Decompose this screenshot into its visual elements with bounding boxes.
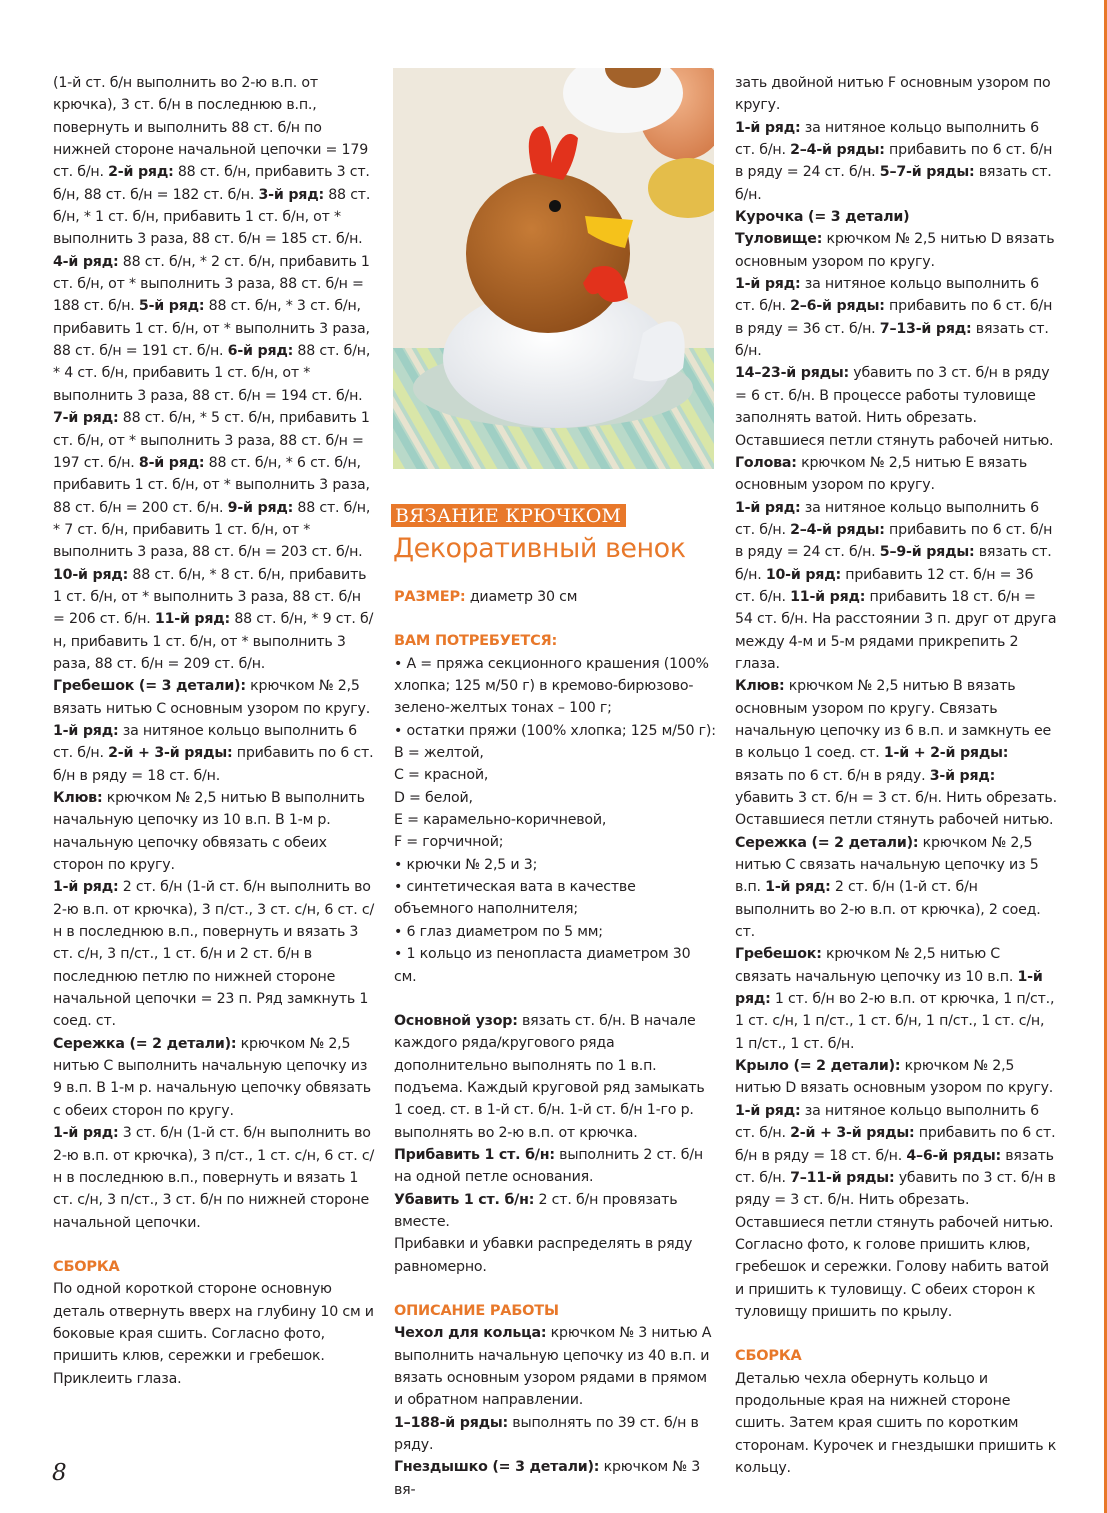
crochet-chicken-image [393,68,714,469]
column-right [735,72,1057,1479]
text: крючком № 2,5 нитью С связать начальную цепочку из 10 в.п. [735,946,1018,985]
text: прибавить по 6 ст. б/н в ряду = 18 ст. б/н. [53,745,374,784]
text: крючком № 2,5 нитью D вязать основным узором по кругу. [735,1058,1054,1097]
row-label: 5–7-й ряды: [879,164,975,181]
row-label: 1-й ряд: [53,1125,119,1142]
part-label: Гнездышко (= 3 детали): [394,1459,600,1476]
row-label: 10-й ряд: [53,566,129,583]
text: 88 ст. б/н, * 6 ст. б/н, прибавить 1 ст. б/н, от * выполнить 3 раза, 88 ст. б/н = 200 ст. б/н. [53,454,370,516]
list-item: B = желтой, [394,745,484,762]
row-label: 7–13-й ряд: [879,320,972,337]
text: за нитяное кольцо выполнить 6 ст. б/н. [53,722,357,762]
text: крючком № 2,5 нитью С выполнить начальную цепочку из 9 в.п. В 1-м р. начальную цепочку обвязать с обеих сторон по кругу. [53,1035,371,1119]
paragraph [53,675,375,787]
text: крючком № 2,5 нитью С связать начальную цепочку из 5 в.п. [735,834,1039,896]
part-label: Курочка (= 3 детали) [735,209,910,226]
row-label: 14–23-й ряды: [735,365,849,382]
row-label: 3-й ряд: [929,767,996,784]
list-item: D = белой, [394,789,473,806]
article-title: Декоративный венок [393,533,686,564]
text: 88 ст. б/н, * 2 ст. б/н, прибавить 1 ст. б/н, от * выполнить 3 раза, 88 ст. б/н = 188 ст. б/н. [53,253,370,315]
paragraph [394,1189,716,1234]
row-label: 4–6-й ряды: [906,1147,1001,1164]
paragraph [394,1412,716,1457]
text: вязать по 6 ст. б/н в ряду. [735,767,930,784]
paragraph [735,362,1057,451]
text: прибавить по 6 ст. б/н в ряду = 24 ст. б/н. [735,142,1053,181]
text: 88 ст. б/н, * 5 ст. б/н, прибавить 1 ст. б/н, от * выполнить 3 раза, 88 ст. б/н = 197 ст. б/н. [53,410,370,471]
text: вязать ст. б/н. [735,164,1052,203]
row-label: 11-й ряд: [154,611,231,628]
term-label: Прибавить 1 ст. б/н: [394,1146,555,1163]
row-label: 7-й ряд: [53,410,119,427]
paragraph [735,452,1057,497]
text: убавить по 3 ст. б/н в ряду = 3 ст. б/н. Нить обрезать. Оставшиеся петли стянуть рабочей нитью. Согласно фото, к голове пришить клюв, гребешок и сережки. Голову набить ватой и пришить к туловищу. С обеих сторон к туловищу пришить по крылу. [735,1169,1056,1320]
list-item: C = красной, [394,767,489,784]
paragraph [394,1144,716,1189]
term-label: Убавить 1 ст. б/н: [394,1191,535,1208]
paragraph [735,675,1057,831]
text: диаметр 30 см [465,589,578,605]
section-label: ВЯЗАНИЕ КРЮЧКОМ [391,504,626,527]
list-item: • остатки пряжи (100% хлопка; 125 м/50 г): [394,722,716,739]
part-label: Голова: [735,454,797,471]
text: крючком № 2,5 нитью В вязать основным узором по кругу. Связать начальную цепочку из 6 в.п. и замкнуть ее в кольцо 1 соед. ст. [735,678,1052,762]
row-label: 2-й ряд: [108,164,174,181]
text: крючком № 2,5 нитью В выполнить начальную цепочку из 10 в.п. В 1-м р. начальную цепочку обвязать с обеих сторон по кругу. [53,790,365,874]
row-label: 2–4-й ряды: [790,142,885,159]
paragraph [53,1033,375,1122]
text: 88 ст. б/н, * 4 ст. б/н, прибавить 1 ст. б/н, от * выполнить 3 раза, 88 ст. б/н = 194 ст. б/н. [53,343,371,404]
text: 88 ст. б/н, * 7 ст. б/н, прибавить 1 ст. б/н, от * выполнить 3 раза, 88 ст. б/н = 203 ст. б/н. [53,499,371,561]
row-label: 7–11-й ряды: [790,1169,895,1186]
row-label: 1-й ряд: [735,276,801,293]
paragraph [53,876,375,1032]
text: убавить 3 ст. б/н = 3 ст. б/н. Нить обрезать. Оставшиеся петли стянуть рабочей нитью. [735,790,1057,829]
text: прибавить 12 ст. б/н = 36 ст. б/н. [735,566,1034,605]
row-label: 6-й ряд: [227,343,294,360]
list-item: F = горчичной; [394,834,504,851]
paragraph [394,1010,716,1144]
row-label: 4-й ряд: [53,253,119,270]
part-label: Чехол для кольца: [394,1325,547,1342]
row-label: 1-й ряд: [53,879,119,896]
row-label: 1-й ряд: [735,1102,801,1119]
row-label: 1-й ряд: [735,499,801,516]
paragraph [394,1322,716,1411]
text: за нитяное кольцо выполнить 6 ст. б/н. [735,1102,1039,1142]
text: убавить по 3 ст. б/н в ряду = 6 ст. б/н. В процессе работы туловище заполнять ватой. Нить обрезать. Оставшиеся петли стянуть рабочей нитью. [735,365,1054,449]
text: 1 ст. б/н во 2-ю в.п. от крючка, 1 п/ст., 1 ст. с/н, 1 п/ст., 1 ст. б/н, 1 п/ст., 1 ст. с/н, 1 п/ст., 1 ст. б/н. [735,991,1055,1052]
text: вязать ст. б/н. [735,544,1052,583]
text: вязать ст. б/н. [735,320,1049,360]
paragraph [735,206,1057,228]
part-label: Сережка (= 2 детали): [53,1035,237,1052]
row-label: 1-й ряд: [735,968,1043,1008]
list-item: • синтетическая вата в качестве объемного наполнителя; [394,879,636,918]
text: вязать ст. б/н. В начале каждого ряда/кругового ряда дополнительно выполнять по 1 в.п. подъема. Каждый круговой ряд замыкать 1 соед. ст. в 1-й ст. б/н. 1-й ст. б/н 1-го р. выполнять во 2-ю в.п. от крючка. [394,1012,705,1141]
text: за нитяное кольцо выполнить 6 ст. б/н. [735,119,1039,159]
text: (1-й ст. б/н выполнить во 2-ю в.п. от крючка), 3 ст. б/н в последнюю в.п., повернуть и выполнить 88 ст. б/н по нижней стороне начальной цепочки = 179 ст. б/н. [53,75,369,181]
list-item: E = карамельно-коричневой, [394,812,607,829]
text: 2 ст. б/н провязать вместе. [394,1191,678,1230]
row-label: 10-й ряд: [765,566,841,583]
section-heading-description: ОПИСАНИЕ РАБОТЫ [394,1302,559,1319]
text: 88 ст. б/н, * 9 ст. б/н, прибавить 1 ст. б/н, от * выполнить 3 раза, 88 ст. б/н = 209 ст. б/н. [53,611,374,672]
row-label: 2–6-й ряды: [790,298,885,315]
row-label: 2-й + 3-й ряды: [790,1125,915,1142]
text: вязать ст. б/н. [735,1147,1054,1186]
part-label: Гребешок (= 3 детали): [53,678,246,695]
paragraph [735,1055,1057,1100]
list-item: • крючки № 2,5 и 3; [394,856,538,873]
size-heading: РАЗМЕР: [394,589,466,605]
text: прибавить 18 ст. б/н = 54 ст. б/н. На расстоянии 3 п. друг от друга между 4-м и 5-м рядами прикрепить 2 глаза. [735,588,1057,672]
part-label: Сережка (= 2 детали): [735,834,919,851]
row-label: 1-й ряд: [765,879,831,896]
page-number: 8 [52,1460,67,1486]
paragraph [735,497,1057,676]
row-label: 1-й ряд: [53,722,119,739]
row-label: 11-й ряд: [790,588,866,605]
text: выполнить 2 ст. б/н на одной петле основания. [394,1146,703,1186]
text: 3 ст. б/н (1-й ст. б/н выполнить во 2-ю в.п. от крючка), 3 п/ст., 1 ст. с/н, 6 ст. с/н в последнюю в.п., повернуть и вязать 1 ст. с/н, 3 п/ст., 3 ст. б/н по нижней стороне начальной цепочки. [53,1125,375,1231]
paragraph [735,943,1057,1055]
paragraph [53,72,375,675]
list-item: • А = пряжа секционного крашения (100% хлопка; 125 м/50 г) в кремово-бирюзово-зелено-желтых тонах – 100 г; [394,655,709,717]
column-left [53,72,375,1390]
text: 88 ст. б/н, прибавить 3 ст. б/н, 88 ст. б/н = 182 ст. б/н. [53,164,370,203]
section-heading-assembly: СБОРКА [735,1348,802,1365]
paragraph: По одной короткой стороне основную деталь отвернуть вверх на глубину 10 см и боковые края сшить. Согласно фото, пришить клюв, сережки и гребешок. Приклеить глаза. [53,1281,374,1387]
text: крючком № 3 вя- [394,1459,701,1498]
text: крючком № 2,5 нитью Е вязать основным узором по кругу. [735,454,1027,494]
part-label: Клюв: [53,790,103,806]
term-label: Основной узор: [394,1012,518,1029]
paragraph: Деталью чехла обернуть кольцо и продольные края на нижней стороне сшить. Затем края сшить по коротким сторонам. Курочек и гнездышки пришить к кольцу. [735,1370,1057,1476]
text: 88 ст. б/н, * 3 ст. б/н, прибавить 1 ст. б/н, от * выполнить 3 раза, 88 ст. б/н = 191 ст. б/н. [53,298,370,360]
paragraph [53,1122,375,1234]
row-label: 1–188-й ряды: [394,1414,508,1431]
paragraph [735,117,1057,206]
part-label: Клюв: [735,678,785,695]
text: за нитяное кольцо выполнить 6 ст. б/н. [735,276,1039,315]
chicken-photo [393,68,714,469]
row-label: 2-й + 3-й ряды: [108,745,233,762]
paragraph [735,832,1057,944]
row-label: 2–4-й ряды: [790,521,885,538]
text: прибавить по 6 ст. б/н в ряду = 36 ст. б/н. [735,298,1053,337]
column-middle [394,586,716,1501]
row-label: 5-й ряд: [138,298,205,315]
text: крючком № 2,5 вязать нитью С основным узором по кругу. [53,678,371,717]
text: за нитяное кольцо выполнить 6 ст. б/н. [735,499,1039,538]
text: 88 ст. б/н, * 8 ст. б/н, прибавить 1 ст. б/н, от * выполнить 3 раза, 88 ст. б/н = 206 ст. б/н. [53,566,367,628]
paragraph [394,586,716,608]
paragraph [394,1456,716,1501]
paragraph: зать двойной нитью F основным узором по кругу. [735,75,1051,114]
part-label: Крыло (= 2 детали): [735,1058,901,1075]
row-label: 5–9-й ряды: [879,544,975,561]
row-label: 3-й ряд: [258,186,324,203]
paragraph [735,1100,1057,1323]
text: прибавить по 6 ст. б/н в ряду = 24 ст. б/н. [735,521,1053,561]
section-heading-assembly: СБОРКА [53,1258,120,1275]
list-item: • 1 кольцо из пенопласта диаметром 30 см. [394,946,691,985]
list-item: • 6 глаз диаметром по 5 мм; [394,923,603,940]
text: 2 ст. б/н (1-й ст. б/н выполнить во 2-ю в.п. от крючка), 2 соед. ст. [735,879,1041,941]
text: 88 ст. б/н, * 1 ст. б/н, прибавить 1 ст. б/н, от * выполнить 3 раза, 88 ст. б/н = 185 ст. б/н. [53,186,371,248]
text: 2 ст. б/н (1-й ст. б/н выполнить во 2-ю в.п. от крючка), 3 п/ст., 3 ст. с/н, 6 ст. с/н в последнюю в.п., повернуть и вязать 3 ст. с/н, 3 п/ст., 1 ст. б/н и 2 ст. б/н в последнюю петлю по нижней стороне начальной цепочки = 23 п. Ряд замкнуть 1 соед. ст. [53,879,375,1030]
text: прибавить по 6 ст. б/н в ряду = 18 ст. б/н. [735,1125,1056,1164]
text: крючком № 3 нитью А выполнить начальную цепочку из 40 в.п. и вязать основным узором рядами в прямом и обратном направлении. [394,1325,712,1409]
paragraph [735,228,1057,273]
row-label: 8-й ряд: [138,454,205,471]
part-label: Туловище: [735,231,823,248]
row-label: 9-й ряд: [227,499,294,516]
text: крючком № 2,5 нитью D вязать основным узором по кругу. [735,231,1055,270]
text: выполнять по 39 ст. б/н в ряду. [394,1414,699,1454]
part-label: Гребешок: [735,946,822,963]
section-heading-materials: ВАМ ПОТРЕБУЕТСЯ: [394,633,558,650]
row-label: 1-й + 2-й ряды: [883,745,1009,762]
row-label: 1-й ряд: [735,119,801,136]
paragraph [53,787,375,876]
paragraph [735,273,1057,362]
paragraph: Прибавки и убавки распределять в ряду равномерно. [394,1236,693,1275]
